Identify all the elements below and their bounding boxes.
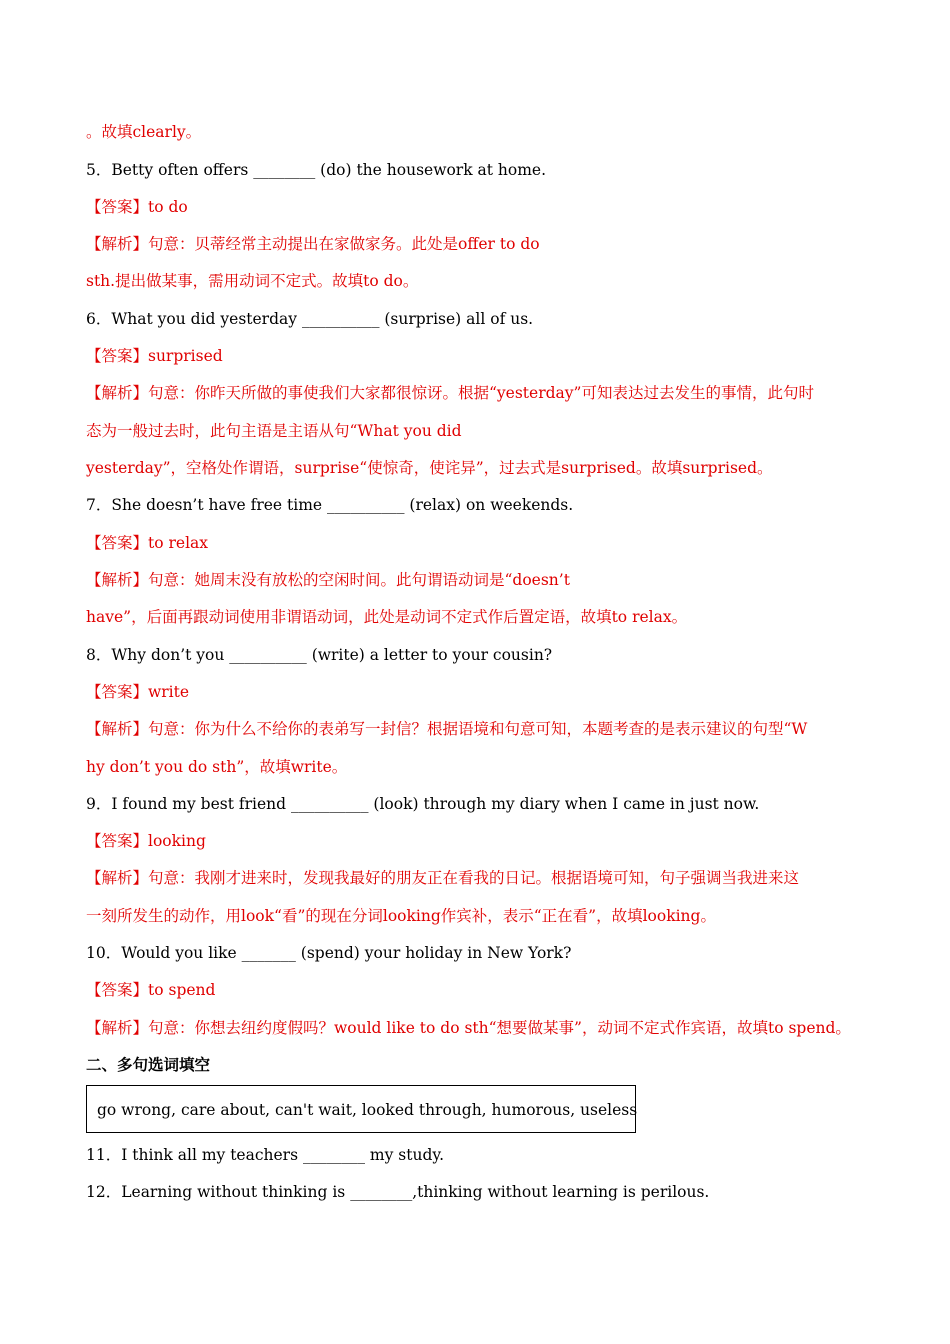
answer-7: 【答案】to relax [86, 534, 209, 552]
question-6: 6．What you did yesterday __________ (surprise) all of us. [86, 310, 534, 328]
answer-6: 【答案】surprised [86, 347, 223, 365]
analysis-10: 【解析】句意：你想去纽约度假吗？would like to do sth“想要做某事”，动词不定式作宾语，故填to spend。 [86, 1019, 851, 1037]
answer-5: 【答案】to do [86, 198, 188, 216]
question-8: 8．Why don’t you __________ (write) a letter to your cousin? [86, 646, 553, 664]
analysis-9-cont: 一刻所发生的动作，用look“看”的现在分词looking作宾补，表示“正在看”，故填looking。 [86, 907, 716, 925]
analysis-8-cont: hy don’t you do sth”，故填write。 [86, 758, 348, 776]
analysis-8: 【解析】句意：你为什么不给你的表弟写一封信？根据语境和句意可知，本题考查的是表示建议的句型“W [86, 720, 808, 738]
answer-10: 【答案】to spend [86, 981, 216, 999]
analysis-9: 【解析】句意：我刚才进来时，发现我最好的朋友正在看我的日记。根据语境可知，句子强调当我进来这 [86, 869, 800, 887]
analysis-7-cont: have”，后面再跟动词使用非谓语动词，此处是动词不定式作后置定语，故填to relax。 [86, 608, 688, 626]
question-5: 5．Betty often offers ________ (do) the housework at home. [86, 161, 547, 179]
question-11: 11．I think all my teachers ________ my study. [86, 1146, 444, 1164]
analysis-7: 【解析】句意：她周末没有放松的空闲时间。此句谓语动词是“doesn’t [86, 571, 570, 589]
question-7: 7．She doesn’t have free time __________ (relax) on weekends. [86, 496, 574, 514]
analysis-6-cont: 态为一般过去时，此句主语是主语从句“What you did [86, 422, 462, 440]
analysis-5-cont: sth.提出做某事，需用动词不定式。故填to do。 [86, 272, 419, 290]
analysis-6-cont2: yesterday”，空格处作谓语，surprise“使惊奇，使诧异”，过去式是surprised。故填surprised。 [86, 459, 773, 477]
question-12: 12．Learning without thinking is ________,thinking without learning is perilous. [86, 1183, 710, 1201]
section-heading: 二、多句选词填空 [86, 1056, 211, 1074]
word-box [86, 1085, 636, 1133]
analysis-5: 【解析】句意：贝蒂经常主动提出在家做家务。此处是offer to do [86, 235, 540, 253]
question-9: 9．I found my best friend __________ (look) through my diary when I came in just now. [86, 795, 760, 813]
text-line: 。故填clearly。 [86, 123, 202, 141]
word-box-text: go wrong, care about, can't wait, looked through, humorous, useless [97, 1101, 638, 1119]
analysis-6: 【解析】句意：你昨天所做的事使我们大家都很惊讶。根据“yesterday”可知表达过去发生的事情，此句时 [86, 384, 814, 402]
answer-8: 【答案】write [86, 683, 190, 701]
answer-9: 【答案】looking [86, 832, 206, 850]
question-10: 10．Would you like _______ (spend) your holiday in New York? [86, 944, 572, 962]
